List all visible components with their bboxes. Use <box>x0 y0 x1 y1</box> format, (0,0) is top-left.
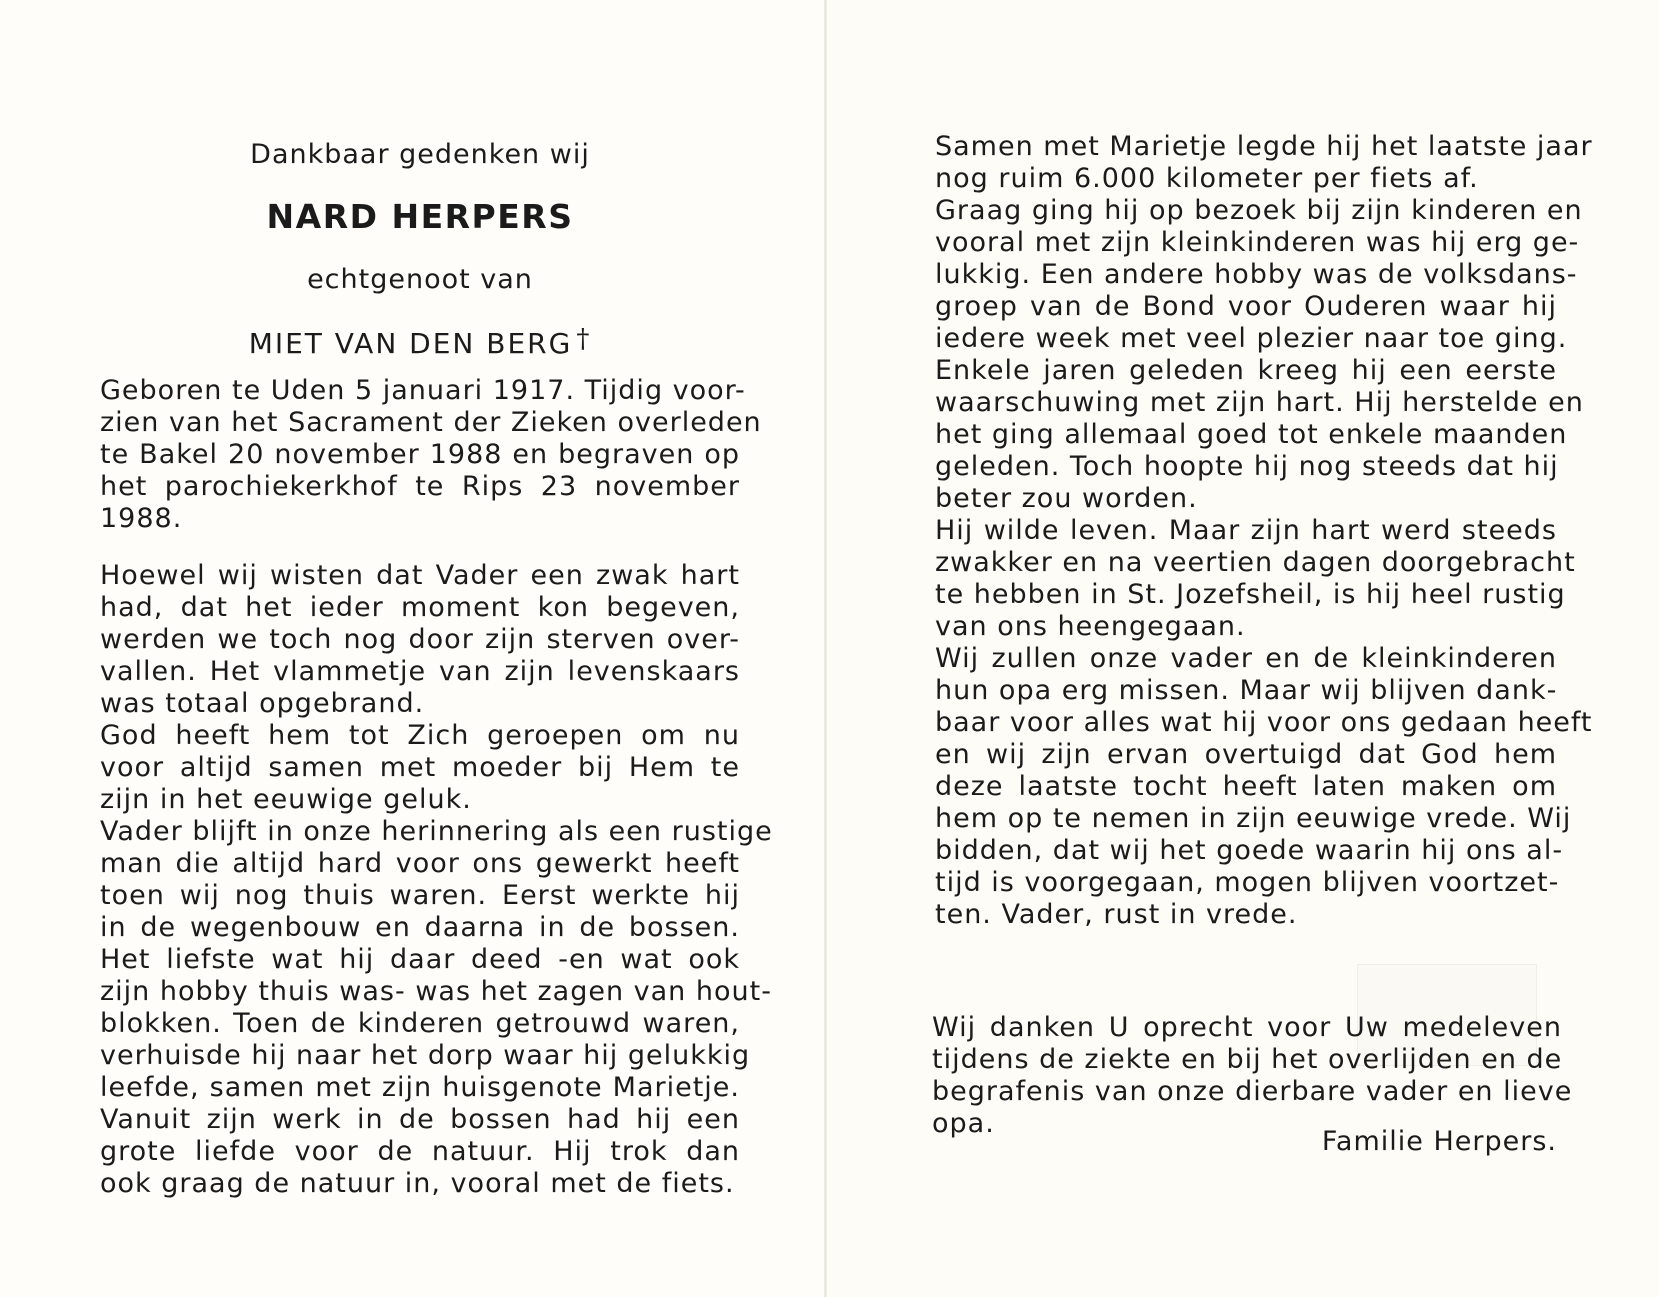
text-line: Enkele jaren geleden kreeg hij een eerste <box>935 355 1557 386</box>
text-line: van ons heengegaan. <box>935 611 1246 642</box>
text-line: deze laatste tocht heeft laten maken om <box>935 771 1557 802</box>
text-line: geleden. Toch hoopte hij nog steeds dat hij <box>935 451 1559 482</box>
text-line: groep van de Bond voor Ouderen waar hij <box>935 291 1557 322</box>
text-line: grote liefde voor de natuur. Hij trok dan <box>100 1136 740 1167</box>
text-line: hem op te nemen in zijn eeuwige vrede. Wij <box>935 803 1572 834</box>
text-line: Wij zullen onze vader en de kleinkinderen <box>935 643 1557 674</box>
text-line: Vanuit zijn werk in de bossen had hij een <box>100 1104 740 1135</box>
cross-icon: † <box>576 324 592 354</box>
thanks-line: begrafenis van onze dierbare vader en lieve <box>932 1076 1573 1107</box>
text-line: God heeft hem tot Zich geroepen om nu <box>100 720 740 751</box>
text-line: bidden, dat wij het goede waarin hij ons al- <box>935 835 1564 866</box>
left-column-text <box>100 560 773 1200</box>
text-line: Samen met Marietje legde hij het laatste jaar <box>935 131 1593 162</box>
text-line: ook graag de natuur in, vooral met de fiets. <box>100 1168 735 1199</box>
birth-line: zien van het Sacrament der Zieken overleden <box>100 407 762 438</box>
text-line: Het liefste wat hij daar deed -en wat ook <box>100 944 740 975</box>
text-line: vallen. Het vlammetje van zijn levenskaars <box>100 656 740 687</box>
thanks-line: Wij danken U oprecht voor Uw medeleven <box>932 1012 1562 1043</box>
birth-line: Geboren te Uden 5 januari 1917. Tijdig voor- <box>100 375 746 406</box>
spouse-name: MIET VAN DEN BERG <box>248 327 573 360</box>
thanks-line: opa. <box>932 1108 995 1139</box>
text-line: beter zou worden. <box>935 483 1198 514</box>
birth-line: te Bakel 20 november 1988 en begraven op <box>100 439 740 470</box>
text-line: waarschuwing met zijn hart. Hij herstelde en <box>935 387 1584 418</box>
text-line: hun opa erg missen. Maar wij blijven dank- <box>935 675 1558 706</box>
text-line: ten. Vader, rust in vrede. <box>935 899 1298 930</box>
text-line: zijn hobby thuis was- was het zagen van hout- <box>100 976 772 1007</box>
text-line: zwakker en na veertien dagen doorgebracht <box>935 547 1576 578</box>
intro-line: Dankbaar gedenken wij <box>250 139 590 170</box>
text-line: vooral met zijn kleinkinderen was hij erg ge- <box>935 227 1580 258</box>
text-line: was totaal opgebrand. <box>100 688 425 719</box>
birth-paragraph <box>100 375 762 535</box>
text-line: leefde, samen met zijn huisgenote Marietje. <box>100 1072 740 1103</box>
text-line: blokken. Toen de kinderen getrouwd waren, <box>100 1008 740 1039</box>
text-line: Graag ging hij op bezoek bij zijn kinderen en <box>935 195 1583 226</box>
text-line: in de wegenbouw en daarna in de bossen. <box>100 912 740 943</box>
spouse-line <box>100 324 740 360</box>
spouse-prefix: echtgenoot van <box>307 264 533 295</box>
text-line: Hij wilde leven. Maar zijn hart werd steeds <box>935 515 1557 546</box>
card-fold-line <box>824 0 827 1297</box>
text-line: tijd is voorgegaan, mogen blijven voortzet- <box>935 867 1560 898</box>
text-line: baar voor alles wat hij voor ons gedaan heeft <box>935 707 1593 738</box>
text-line: Vader blijft in onze herinnering als een rustige <box>100 816 773 847</box>
birth-line: 1988. <box>100 503 183 534</box>
text-line: man die altijd hard voor ons gewerkt heeft <box>100 848 740 879</box>
text-line: het ging allemaal goed tot enkele maanden <box>935 419 1568 450</box>
text-line: iedere week met veel plezier naar toe ging. <box>935 323 1568 354</box>
right-column-text <box>935 131 1593 931</box>
birth-line: het parochiekerkhof te Rips 23 november <box>100 471 740 502</box>
text-line: en wij zijn ervan overtuigd dat God hem <box>935 739 1557 770</box>
text-line: verhuisde hij naar het dorp waar hij gelukkig <box>100 1040 751 1071</box>
text-line: lukkig. Een andere hobby was de volksdans- <box>935 259 1578 290</box>
text-line: voor altijd samen met moeder bij Hem te <box>100 752 740 783</box>
family-signature: Familie Herpers. <box>1321 1126 1557 1157</box>
text-line: toen wij nog thuis waren. Eerst werkte hij <box>100 880 740 911</box>
text-line: zijn in het eeuwige geluk. <box>100 784 472 815</box>
thanks-line: tijdens de ziekte en bij het overlijden en de <box>932 1044 1563 1075</box>
thanks-paragraph <box>932 1012 1573 1140</box>
text-line: werden we toch nog door zijn sterven over- <box>100 624 740 655</box>
text-line: te hebben in St. Jozefsheil, is hij heel rustig <box>935 579 1566 610</box>
text-line: Hoewel wij wisten dat Vader een zwak hart <box>100 560 740 591</box>
text-line: nog ruim 6.000 kilometer per fiets af. <box>935 163 1479 194</box>
deceased-name: NARD HERPERS <box>266 197 574 236</box>
text-line: had, dat het ieder moment kon begeven, <box>100 592 740 623</box>
